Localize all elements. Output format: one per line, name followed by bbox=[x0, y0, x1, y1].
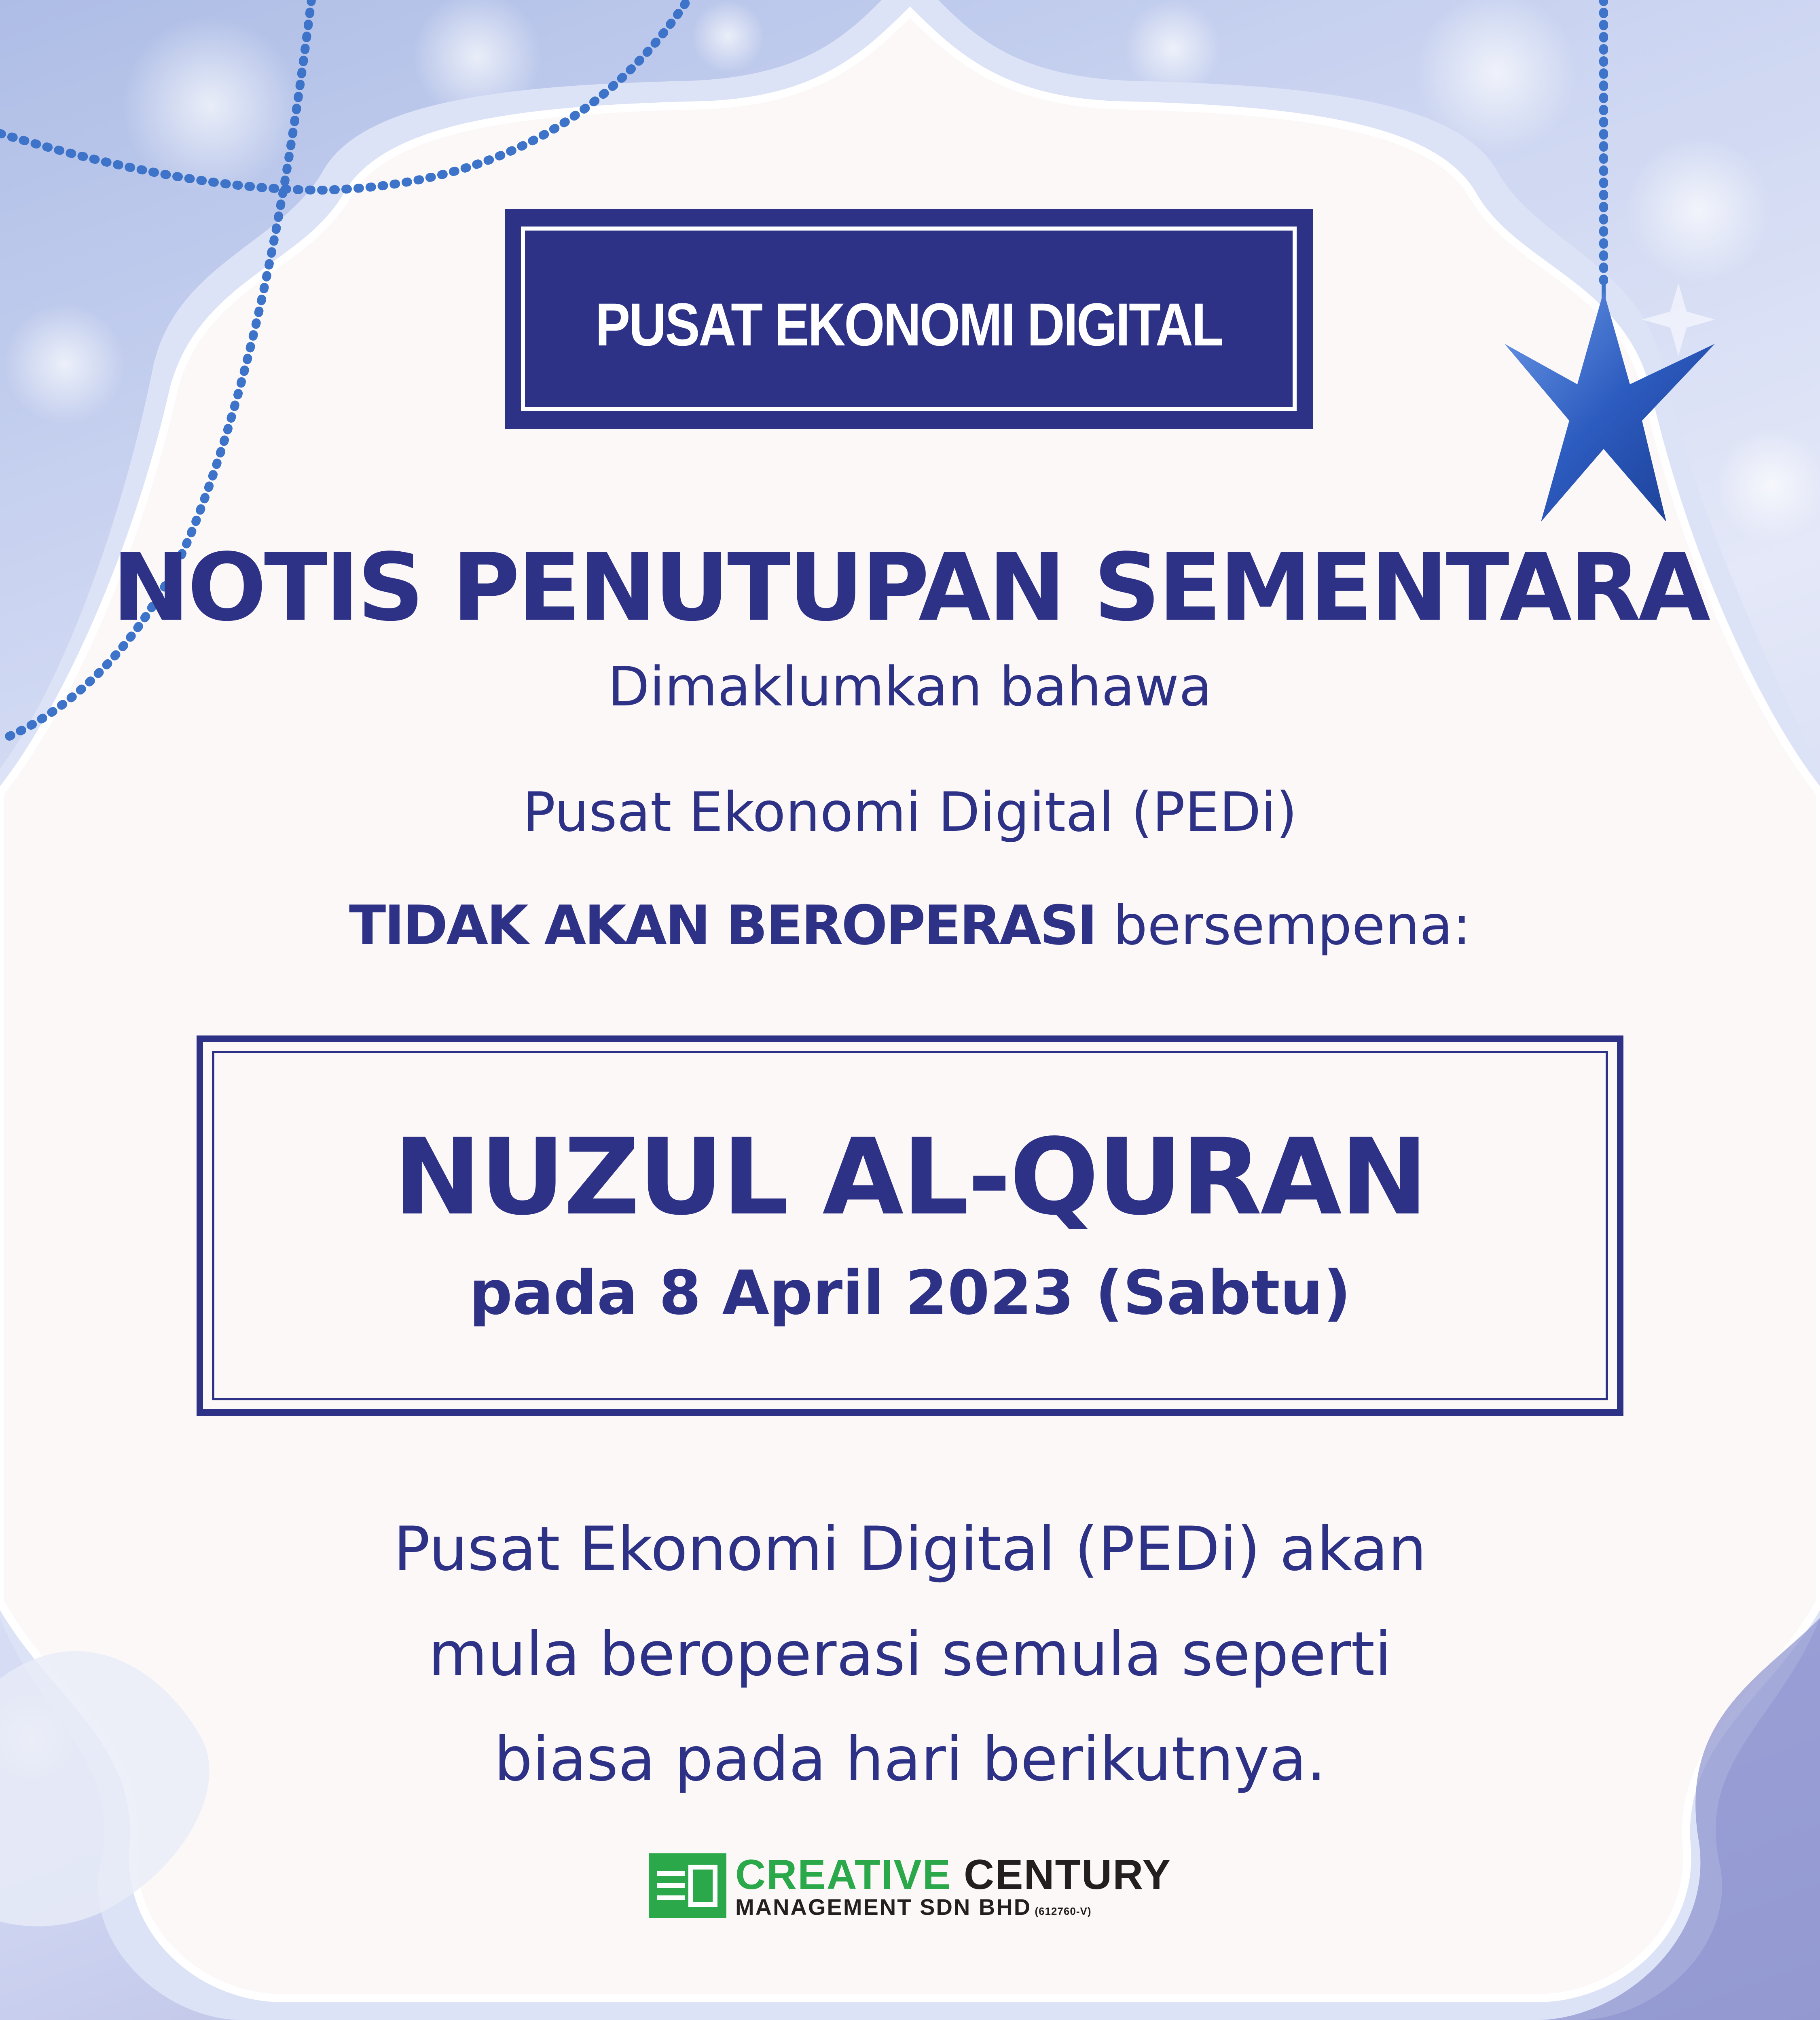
notice-line-3-strong: TIDAK AKAN BEROPERASI bbox=[349, 894, 1096, 957]
event-title: NUZUL AL-QURAN bbox=[393, 1116, 1427, 1239]
logo-word-1: CREATIVE bbox=[735, 1851, 952, 1898]
logo-line-2 bbox=[735, 1894, 1092, 1920]
logo-registration: (612760-V) bbox=[1031, 1905, 1092, 1917]
header-box bbox=[505, 209, 1313, 429]
event-date: pada 8 April 2023 (Sabtu) bbox=[469, 1258, 1351, 1328]
header-title: PUSAT EKONOMI DIGITAL bbox=[595, 290, 1222, 358]
company-logo-icon bbox=[649, 1853, 726, 1918]
notice-line-2: Pusat Ekonomi Digital (PEDi) bbox=[523, 781, 1297, 844]
logo-line-1 bbox=[735, 1851, 1171, 1899]
logo-company-type: MANAGEMENT SDN BHD bbox=[735, 1894, 1032, 1920]
notice-line-3-rest: bersempena: bbox=[1096, 894, 1471, 957]
closing-paragraph bbox=[0, 1497, 1820, 1812]
closing-line-1: Pusat Ekonomi Digital (PEDi) akan bbox=[393, 1514, 1427, 1584]
notice-title: NOTIS PENUTUPAN SEMENTARA bbox=[112, 534, 1708, 642]
closing-line-3: biasa pada hari berikutnya. bbox=[494, 1724, 1326, 1795]
notice-line-1: Dimaklumkan bahawa bbox=[607, 655, 1213, 718]
notice-line-3 bbox=[0, 894, 1820, 957]
logo-word-2: CENTURY bbox=[951, 1851, 1171, 1898]
closing-line-2: mula beroperasi semula seperti bbox=[428, 1619, 1392, 1690]
